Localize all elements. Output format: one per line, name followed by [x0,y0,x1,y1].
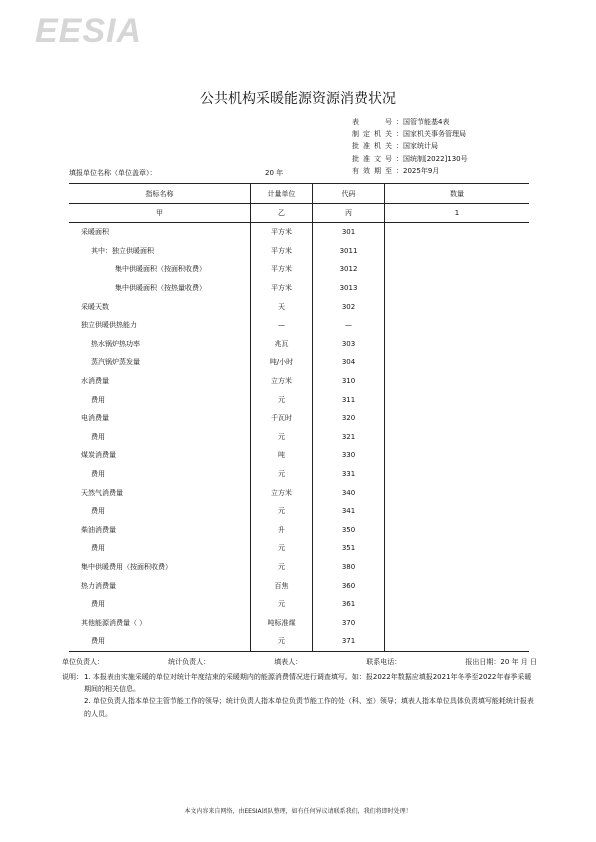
row-unit: 吨/小时 [251,353,313,372]
table-header-row [69,184,529,204]
row-unit: 平方米 [251,242,313,261]
row-indicator-name: 柴油消费量 [81,525,116,534]
table-row [69,316,529,335]
notes-block [62,671,536,720]
table-row [69,558,529,577]
row-code: 301 [313,223,385,242]
form-meta-block [352,116,468,177]
meta-row [352,128,468,140]
row-code: 341 [313,502,385,521]
reporting-year-label: 20 年 [265,169,284,177]
row-unit: 元 [251,428,313,447]
row-quantity-cell[interactable] [385,242,530,261]
row-code: 3013 [313,279,385,298]
row-unit: 元 [251,632,313,651]
row-unit: 兆瓦 [251,335,313,354]
table-row [69,502,529,521]
note-item [62,671,536,695]
letter-col-2: 乙 [251,204,313,223]
row-quantity-cell[interactable] [385,316,530,335]
table-row [69,279,529,298]
row-quantity-cell[interactable] [385,260,530,279]
table-row [69,595,529,614]
indicator-table [69,183,529,652]
table-row [69,297,529,316]
meta-colon: ： [396,166,403,175]
row-code: 361 [313,595,385,614]
meta-value: 国家机关事务管理局 [403,130,466,139]
meta-colon: ： [396,130,403,139]
table-row [69,632,529,651]
row-indicator-name: 费用 [69,632,251,651]
row-code: 302 [313,297,385,316]
row-indicator-name: 费用 [91,432,105,441]
row-code: 3011 [313,242,385,261]
row-unit: 元 [251,595,313,614]
note-text: 1. 本报表由实施采暖的单位对统计年度结束的采暖期内的能源消费情况进行调查填写。如：报2022年数据应填报2021年冬季至2022年春季采暖期间的相关信息。 [84,673,532,694]
meta-key: 制定机关 [352,130,392,139]
row-indicator-name: 水消费量 [81,377,109,386]
row-unit: 元 [251,558,313,577]
row-unit: 立方米 [251,372,313,391]
table-row [69,390,529,409]
table-row [69,335,529,354]
meta-key: 批准机关 [352,142,392,151]
row-quantity-cell[interactable] [385,465,530,484]
row-unit: 平方米 [251,260,313,279]
table-row [69,483,529,502]
page-title: 公共机构采暖能源资源消费状况 [200,91,396,107]
row-indicator-name: 天然气消费量 [81,488,123,497]
row-code: 371 [313,632,385,651]
header-quantity: 数量 [385,184,530,204]
row-quantity-cell[interactable] [385,521,530,540]
letter-col-1: 甲 [69,204,251,223]
meta-row [352,140,468,152]
row-indicator-name: 采暖面积 [81,228,109,237]
row-code: 330 [313,446,385,465]
table-letter-row [69,204,529,223]
row-indicator-name: 费用 [91,600,105,609]
row-unit: 平方米 [251,223,313,242]
row-quantity-cell[interactable] [385,613,530,632]
signature-field: 联系电话： [366,658,402,666]
signature-field: 单位负责人： [62,658,104,666]
row-code: 303 [313,335,385,354]
row-code: 321 [313,428,385,447]
row-code: 3012 [313,260,385,279]
row-indicator-name: 其中：独立供暖面积 [91,246,154,255]
row-code: 340 [313,483,385,502]
row-quantity-cell[interactable] [385,335,530,354]
meta-value: 国家统计局 [403,142,438,151]
row-indicator-name: 费用 [91,544,105,553]
meta-row [352,153,468,165]
row-quantity-cell[interactable] [385,539,530,558]
table-row [69,539,529,558]
table-row [69,353,529,372]
signature-field: 填表人： [274,658,303,666]
table-row [69,223,529,242]
row-indicator-name: 采暖天数 [81,302,109,311]
header-unit: 计量单位 [251,184,313,204]
row-code: 360 [313,576,385,595]
meta-key: 有效期至 [352,166,392,175]
row-indicator-name: 其他能源消费量（ ） [81,618,147,627]
table-row [69,428,529,447]
row-quantity-cell[interactable] [385,428,530,447]
row-unit: 吨 [251,446,313,465]
table-row [69,409,529,428]
row-quantity-cell[interactable] [385,632,530,651]
copyright-notice: 本文内容来自网络，由EESIA团队整理，如有任何异议请联系我们，我们将即时处理！ [184,808,412,815]
row-unit: 立方米 [251,483,313,502]
note-text: 2. 单位负责人指本单位主管节能工作的领导；统计负责人指本单位负责节能工作的处（科、室）领导；填表人指本单位具体负责填写能耗统计报表的人员。 [84,697,534,718]
row-unit: 百焦 [251,576,313,595]
meta-value: 国统制[2022]130号 [403,154,468,163]
row-unit: 吨标准煤 [251,613,313,632]
table-row [69,576,529,595]
header-code: 代码 [313,184,385,204]
meta-colon: ： [396,154,403,163]
row-quantity-cell[interactable] [385,297,530,316]
reporting-unit-label: 填报单位名称（单位盖章）： [69,169,157,177]
row-unit: 元 [251,390,313,409]
row-quantity-cell[interactable] [385,483,530,502]
row-quantity-cell[interactable] [385,558,530,577]
meta-row [352,165,468,177]
row-quantity-cell[interactable] [385,576,530,595]
row-code: 380 [313,558,385,577]
row-indicator-name: 集中供暖面积（按面积收费） [115,265,206,274]
note-prefix: 说明： [62,673,83,681]
row-quantity-cell[interactable] [385,223,530,242]
row-quantity-cell[interactable] [385,409,530,428]
row-indicator-name: 费用 [91,507,105,516]
table-row [69,613,529,632]
meta-key: 表号 [352,118,392,126]
row-code: 304 [313,353,385,372]
row-indicator-name: 电消费量 [81,414,109,423]
row-unit: 天 [251,297,313,316]
table-row [69,465,529,484]
row-code: 331 [313,465,385,484]
row-unit: 升 [251,521,313,540]
table-row [69,372,529,391]
table-row [69,260,529,279]
table-row [69,446,529,465]
eesia-logo: EESIA [35,12,143,50]
signature-line [62,657,537,667]
row-indicator-name: 热水锅炉热功率 [91,339,140,348]
row-quantity-cell[interactable] [385,279,530,298]
row-indicator-name: 热力消费量 [81,581,116,590]
meta-colon: ： [396,142,403,151]
row-indicator-name: 蒸汽锅炉蒸发量 [91,358,140,367]
row-indicator-name: 费用 [91,395,105,404]
row-unit: 千瓦时 [251,409,313,428]
header-indicator-name: 指标名称 [69,184,251,204]
row-quantity-cell[interactable] [385,353,530,372]
row-quantity-cell[interactable] [385,595,530,614]
row-code: — [313,316,385,335]
meta-value: 2025年9月 [403,166,440,175]
signature-field: 统计负责人： [168,658,211,666]
row-code: 370 [313,613,385,632]
note-item [62,695,536,719]
row-unit: 元 [251,465,313,484]
meta-row [352,116,468,128]
row-indicator-name: 集中供暖费用（按面积收费） [81,562,172,571]
row-indicator-name: 独立供暖供热能力 [81,321,137,330]
row-code: 351 [313,539,385,558]
meta-key: 批准文号 [352,154,392,163]
row-unit: — [251,316,313,335]
row-quantity-cell[interactable] [385,372,530,391]
row-code: 320 [313,409,385,428]
row-indicator-name: 费用 [91,470,105,479]
row-unit: 元 [251,539,313,558]
row-code: 350 [313,521,385,540]
letter-col-3: 丙 [313,204,385,223]
row-quantity-cell[interactable] [385,390,530,409]
row-indicator-name: 集中供暖面积（按热量收费） [115,284,206,293]
row-unit: 平方米 [251,279,313,298]
table-row [69,521,529,540]
row-indicator-name: 煤炭消费量 [81,451,116,460]
row-quantity-cell[interactable] [385,502,530,521]
meta-colon: ： [396,118,403,126]
meta-value: 国管节能基4表 [403,118,450,126]
row-code: 310 [313,372,385,391]
signature-field: 报出日期：20 年 月 日 [465,658,537,666]
row-code: 311 [313,390,385,409]
row-unit: 元 [251,502,313,521]
table-row [69,242,529,261]
note-prefix [62,695,84,719]
row-quantity-cell[interactable] [385,446,530,465]
letter-col-4: 1 [385,204,530,223]
